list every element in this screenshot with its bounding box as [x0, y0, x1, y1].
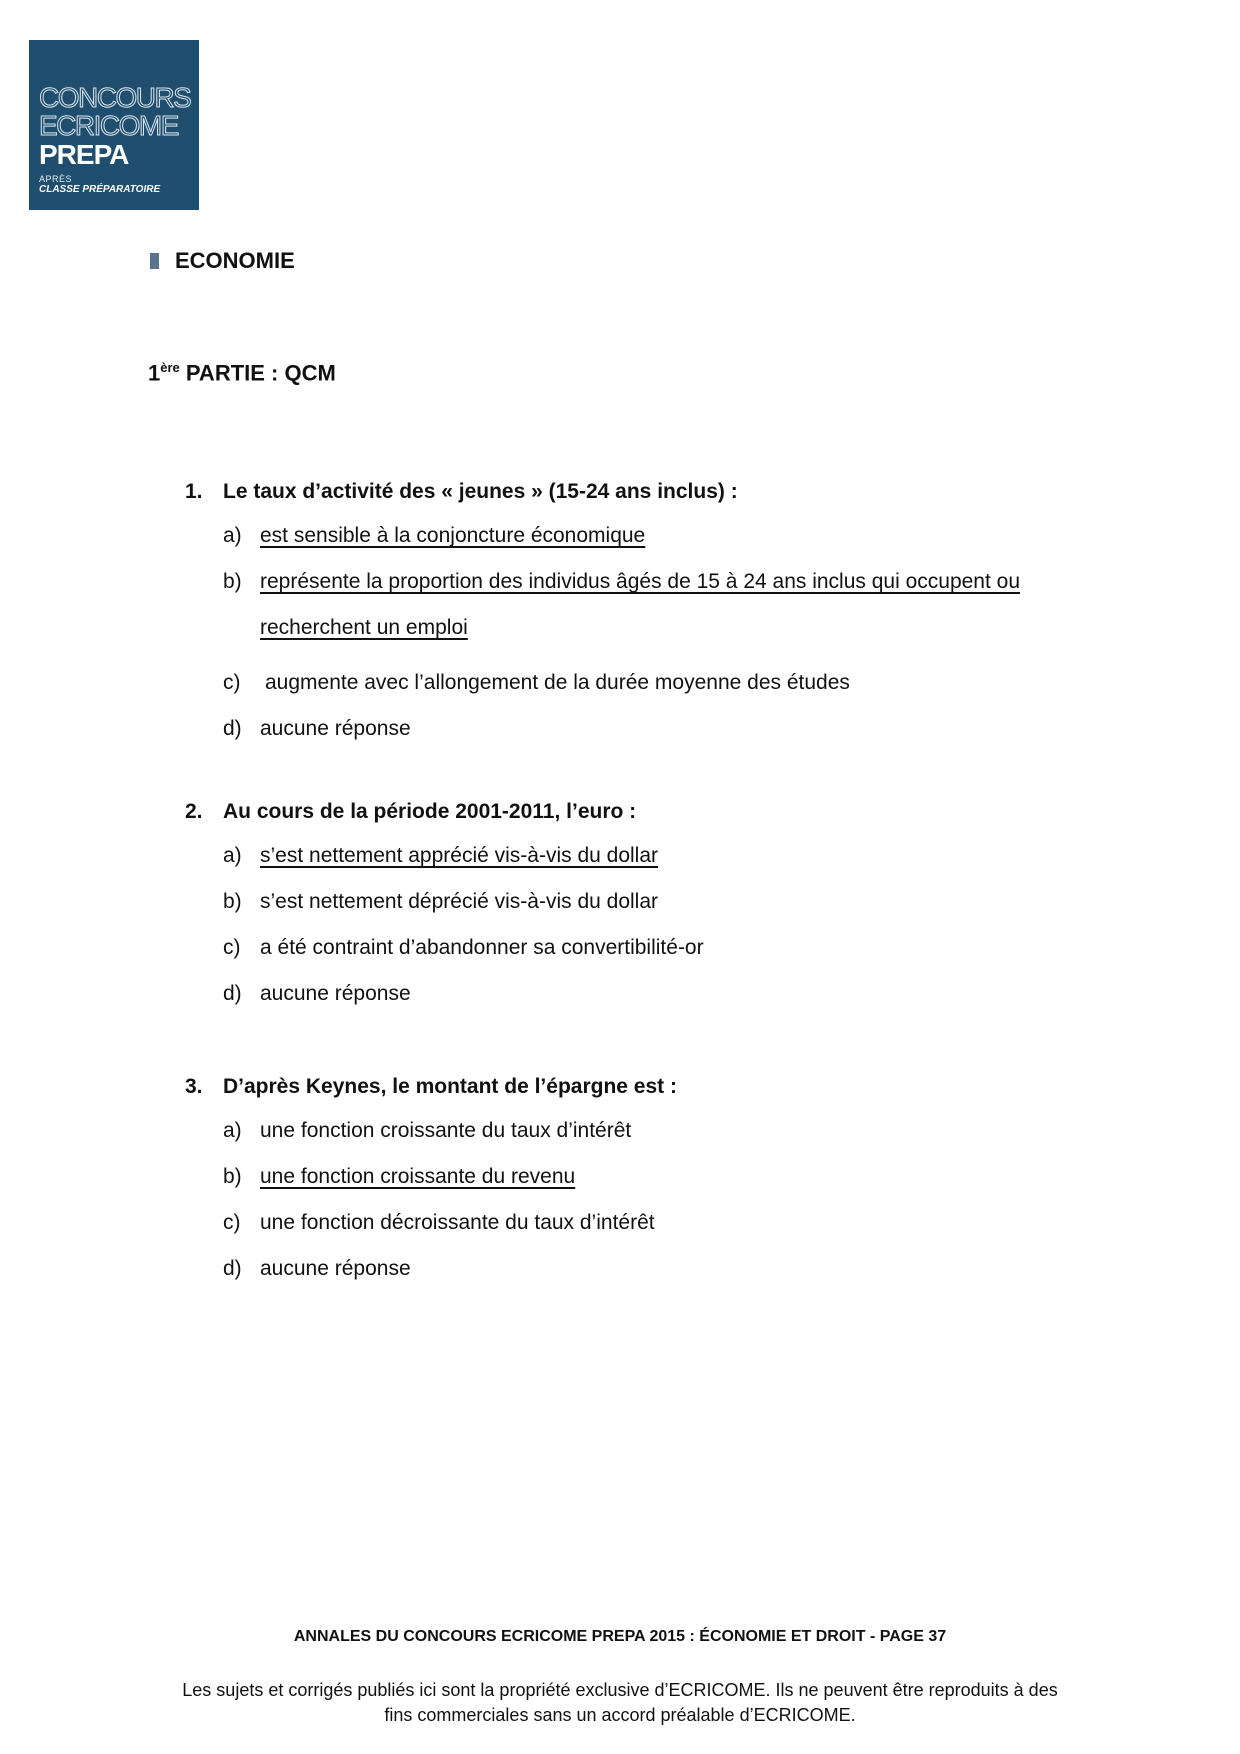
- question-text: Au cours de la période 2001-2011, l’euro :: [223, 800, 637, 823]
- answer-letter: a): [223, 844, 242, 867]
- question-1: [185, 480, 1125, 743]
- question-title: [185, 480, 1125, 504]
- logo-line-classe: CLASSE PRÉPARATOIRE: [39, 184, 161, 195]
- answer-option: [223, 841, 1120, 870]
- answer-option: [223, 521, 1125, 550]
- answer-text: une fonction croissante du taux d’intérêt: [260, 1119, 632, 1142]
- question-text: D’après Keynes, le montant de l’épargne est :: [223, 1075, 677, 1098]
- answer-option: [223, 1116, 1120, 1145]
- answer-text-correct: est sensible à la conjoncture économique: [260, 524, 646, 547]
- question-text: Le taux d’activité des « jeunes » (15-24 ans inclus) :: [223, 480, 738, 503]
- partie-label: PARTIE : QCM: [179, 360, 336, 386]
- ecricome-logo: [29, 40, 199, 210]
- question-number: 2.: [185, 800, 203, 823]
- answer-letter: d): [223, 1257, 242, 1280]
- partie-heading: [148, 360, 336, 386]
- answer-text-correct: représente la proportion des individus âgés de 15 à 24 ans inclus qui occupent ou recherchent un emploi: [260, 570, 1021, 639]
- answer-option: [223, 933, 1120, 962]
- answer-text: s’est nettement déprécié vis-à-vis du dollar: [260, 890, 659, 913]
- answer-letter: c): [223, 1211, 241, 1234]
- answer-option: [223, 567, 1125, 651]
- answer-option: [223, 1208, 1120, 1237]
- section-heading: [150, 248, 295, 274]
- question-number: 3.: [185, 1075, 203, 1098]
- answer-option: [223, 887, 1120, 916]
- question-number: 1.: [185, 480, 203, 503]
- square-bullet-icon: [150, 253, 159, 269]
- question-2: [185, 800, 1120, 1008]
- question-title: [185, 1075, 1120, 1099]
- logo-line-ecricome: ECRICOME: [39, 110, 178, 141]
- answer-letter: b): [223, 1165, 242, 1188]
- answer-text-correct: s’est nettement apprécié vis-à-vis du dollar: [260, 844, 659, 867]
- answer-letter: c): [223, 936, 241, 959]
- logo-line-concours: CONCOURS: [39, 82, 191, 113]
- question-title: [185, 800, 1120, 824]
- footer-note-line: fins commerciales sans un accord préalable d’ECRICOME.: [384, 1705, 856, 1725]
- footer-note-line: Les sujets et corrigés publiés ici sont la propriété exclusive d’ECRICOME. Ils ne peuvent être reproduits à des: [182, 1680, 1058, 1700]
- partie-ordinal: ère: [160, 360, 180, 375]
- answer-text-correct: une fonction croissante du revenu: [260, 1165, 576, 1188]
- answer-letter: d): [223, 717, 242, 740]
- answer-text: une fonction décroissante du taux d’intérêt: [260, 1211, 655, 1234]
- answer-option: [223, 1254, 1120, 1283]
- answer-letter: a): [223, 524, 242, 547]
- answer-option: [223, 979, 1120, 1008]
- answer-option: [223, 668, 1125, 697]
- answer-letter: c): [223, 671, 241, 694]
- answer-letter: d): [223, 982, 242, 1005]
- answer-option: [223, 714, 1125, 743]
- question-3: [185, 1075, 1120, 1283]
- footer-note: [0, 1678, 1240, 1728]
- section-title: ECONOMIE: [175, 248, 295, 273]
- answer-text: aucune réponse: [260, 1257, 411, 1280]
- answer-text: aucune réponse: [260, 982, 411, 1005]
- answer-text: augmente avec l’allongement de la durée moyenne des études: [265, 671, 850, 694]
- answer-letter: a): [223, 1119, 242, 1142]
- logo-line-prepa: PREPA: [39, 139, 129, 170]
- answer-letter: b): [223, 890, 242, 913]
- answer-option: [223, 1162, 1120, 1191]
- answer-letter: b): [223, 570, 242, 593]
- answer-text: a été contraint d’abandonner sa convertibilité-or: [260, 936, 704, 959]
- answer-text: aucune réponse: [260, 717, 411, 740]
- partie-number: 1: [148, 360, 161, 386]
- logo-line-apres: APRÈS: [39, 174, 73, 184]
- footer-title: ANNALES DU CONCOURS ECRICOME PREPA 2015 : ÉCONOMIE ET DROIT - PAGE 37: [293, 1628, 947, 1645]
